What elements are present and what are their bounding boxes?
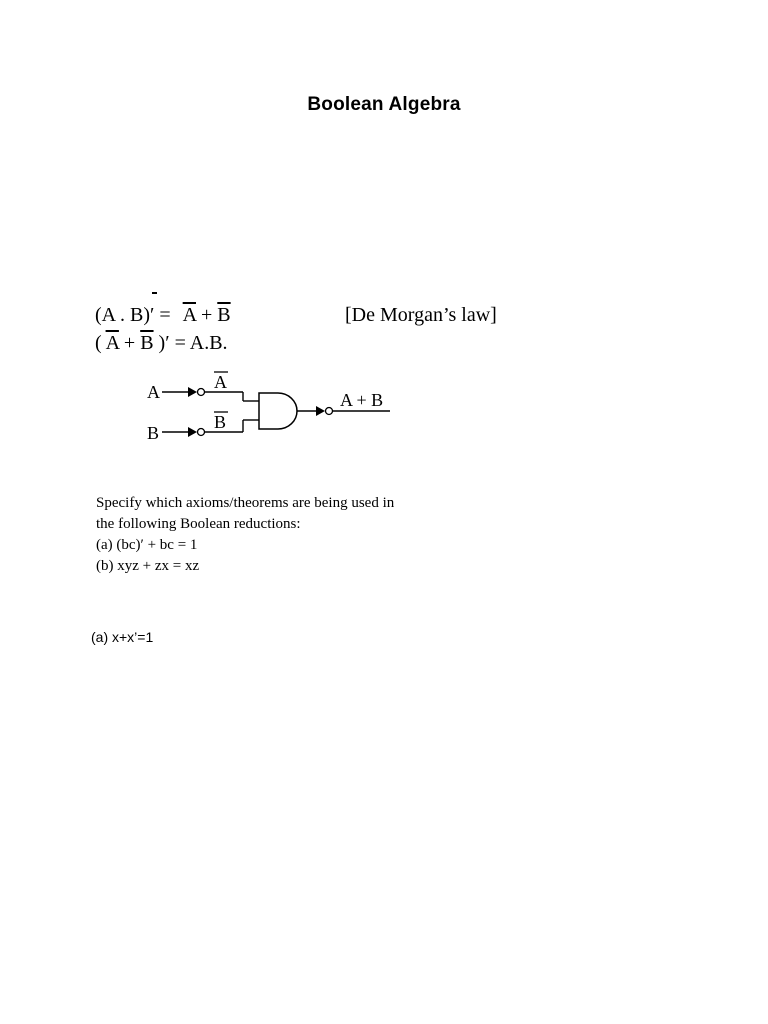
exercise-item-a: (a) (bc)′ + bc = 1: [96, 537, 198, 553]
exercise-line-2: the following Boolean reductions:: [96, 516, 301, 532]
equation-2-b-bar: $\overline{B}$: [140, 332, 154, 354]
and-gate: [259, 393, 297, 429]
equation-1-a-bar: $\overline{A}$: [182, 304, 196, 326]
exercise-item-b: (b) xyz + zx = xz: [96, 558, 200, 574]
circuit-output-label: A + B: [340, 390, 384, 410]
circuit-input-a: A: [147, 382, 160, 402]
equation-1-plus: +: [201, 304, 213, 326]
demorgan-equation-2: [95, 333, 228, 353]
output-arrow: [316, 406, 325, 416]
inverter-b-bubble: [198, 429, 205, 436]
demorgan-equation-1: [95, 305, 231, 325]
exercise-line-1: Specify which axioms/theorems are being used in: [96, 495, 395, 511]
inverter-a-bubble: [198, 389, 205, 396]
equation-2-open: (: [95, 332, 102, 354]
equation-1-lhs: (A . B)′ =: [95, 304, 171, 326]
page-title: Boolean Algebra: [307, 94, 461, 115]
equation-2-rest: )′ = A.B.: [158, 332, 228, 354]
output-bubble: [326, 408, 333, 415]
input-a-arrow: [188, 387, 197, 397]
logic-circuit-diagram: [140, 362, 400, 446]
inverter-a-label: A: [214, 372, 227, 392]
equation-1-b-bar: $\overline{B}$: [217, 304, 231, 326]
exercise-block: [96, 493, 394, 577]
equation-2-a-bar: $\overline{A}$: [105, 332, 119, 354]
answer-text: (a) x+x’=1: [91, 629, 154, 645]
equation-2-plus: +: [123, 332, 136, 354]
inverter-b-label: B: [214, 412, 227, 432]
circuit-input-b: B: [147, 423, 160, 443]
stray-mark: [152, 292, 157, 294]
input-b-arrow: [188, 427, 197, 437]
demorgan-law-note: [De Morgan’s law]: [345, 304, 497, 326]
